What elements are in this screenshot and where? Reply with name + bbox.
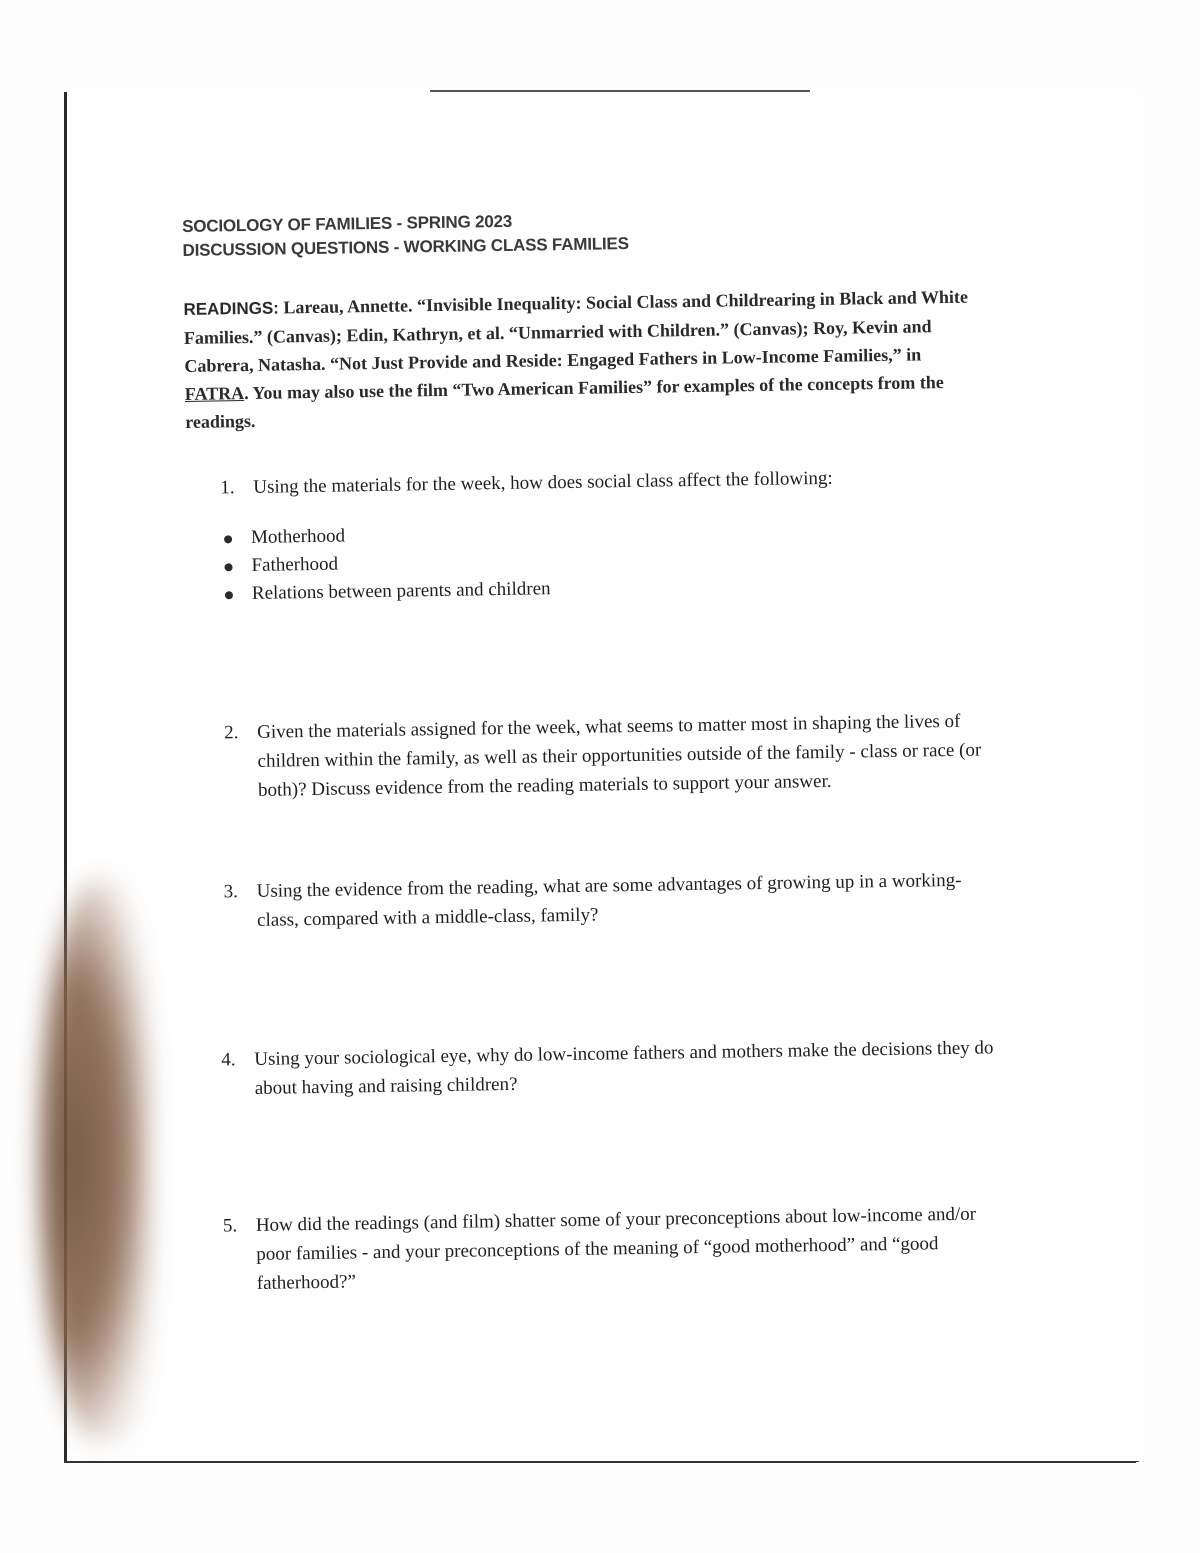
question-5 <box>223 1199 999 1298</box>
question-4 <box>221 1033 996 1103</box>
question-number: 3. <box>223 881 239 903</box>
question-number: 2. <box>223 722 239 744</box>
readings-text-part2: . You may also use the film “Two American Families” for examples of the concepts from the readings. <box>185 372 944 432</box>
question-text: Using the evidence from the reading, what are some advantages of growing up in a working-class, compared with a middle-class, family? <box>256 869 962 931</box>
question-text: Using your sociological eye, why do low-income fathers and mothers make the decisions they do about having and raising children? <box>254 1037 994 1099</box>
question-text: Using the materials for the week, how does social class affect the following: <box>253 467 833 498</box>
sheet-top-edge <box>430 90 810 92</box>
bullet-list <box>187 512 988 609</box>
document-content <box>182 202 999 1298</box>
sheet-bottom-edge <box>64 1461 1136 1463</box>
thumb-blur <box>40 880 150 1440</box>
bullet-icon <box>225 591 233 599</box>
question-2 <box>224 706 991 805</box>
readings-label: READINGS: <box>183 298 280 319</box>
bullet-icon <box>224 535 232 543</box>
readings-text-part1: Lareau, Annette. “Invisible Inequality: Social Class and Childrearing in Black and White Families.” (Canvas); Edin, Kathryn, et al. “Unmarried with Children.” (Canvas); Roy, Kevin and Cabrera, Natasha. “Not Just Provide and Reside: Engaged Fathers in Low-Income Families,” in <box>183 286 969 376</box>
question-3 <box>223 865 993 935</box>
bullet-icon <box>224 563 232 571</box>
question-number: 1. <box>220 477 235 499</box>
assignment-title: DISCUSSION QUESTIONS - WORKING CLASS FAMILIES <box>182 233 629 260</box>
list-item: Fatherhood <box>187 540 987 581</box>
question-1 <box>220 461 986 502</box>
course-title: SOCIOLOGY OF FAMILIES - SPRING 2023 <box>182 211 513 236</box>
list-item: Motherhood <box>187 512 987 553</box>
question-text: How did the readings (and film) shatter some of your preconceptions about low-income and/or poor families - and your preconceptions of the meaning of “good motherhood” and “good fatherhood?” <box>255 1203 977 1294</box>
question-number: 4. <box>221 1049 236 1071</box>
question-number: 5. <box>222 1215 238 1237</box>
question-text: Given the materials assigned for the week, what seems to matter most in shaping the lives of children within the family, as well as their opportunities outside of the family - class or race (or both)? Discuss evidence from the reading materials to support your answer. <box>256 710 982 801</box>
readings-paragraph <box>183 282 985 436</box>
readings-book-title: FATRA <box>184 383 245 404</box>
list-item: Relations between parents and children <box>188 568 988 609</box>
